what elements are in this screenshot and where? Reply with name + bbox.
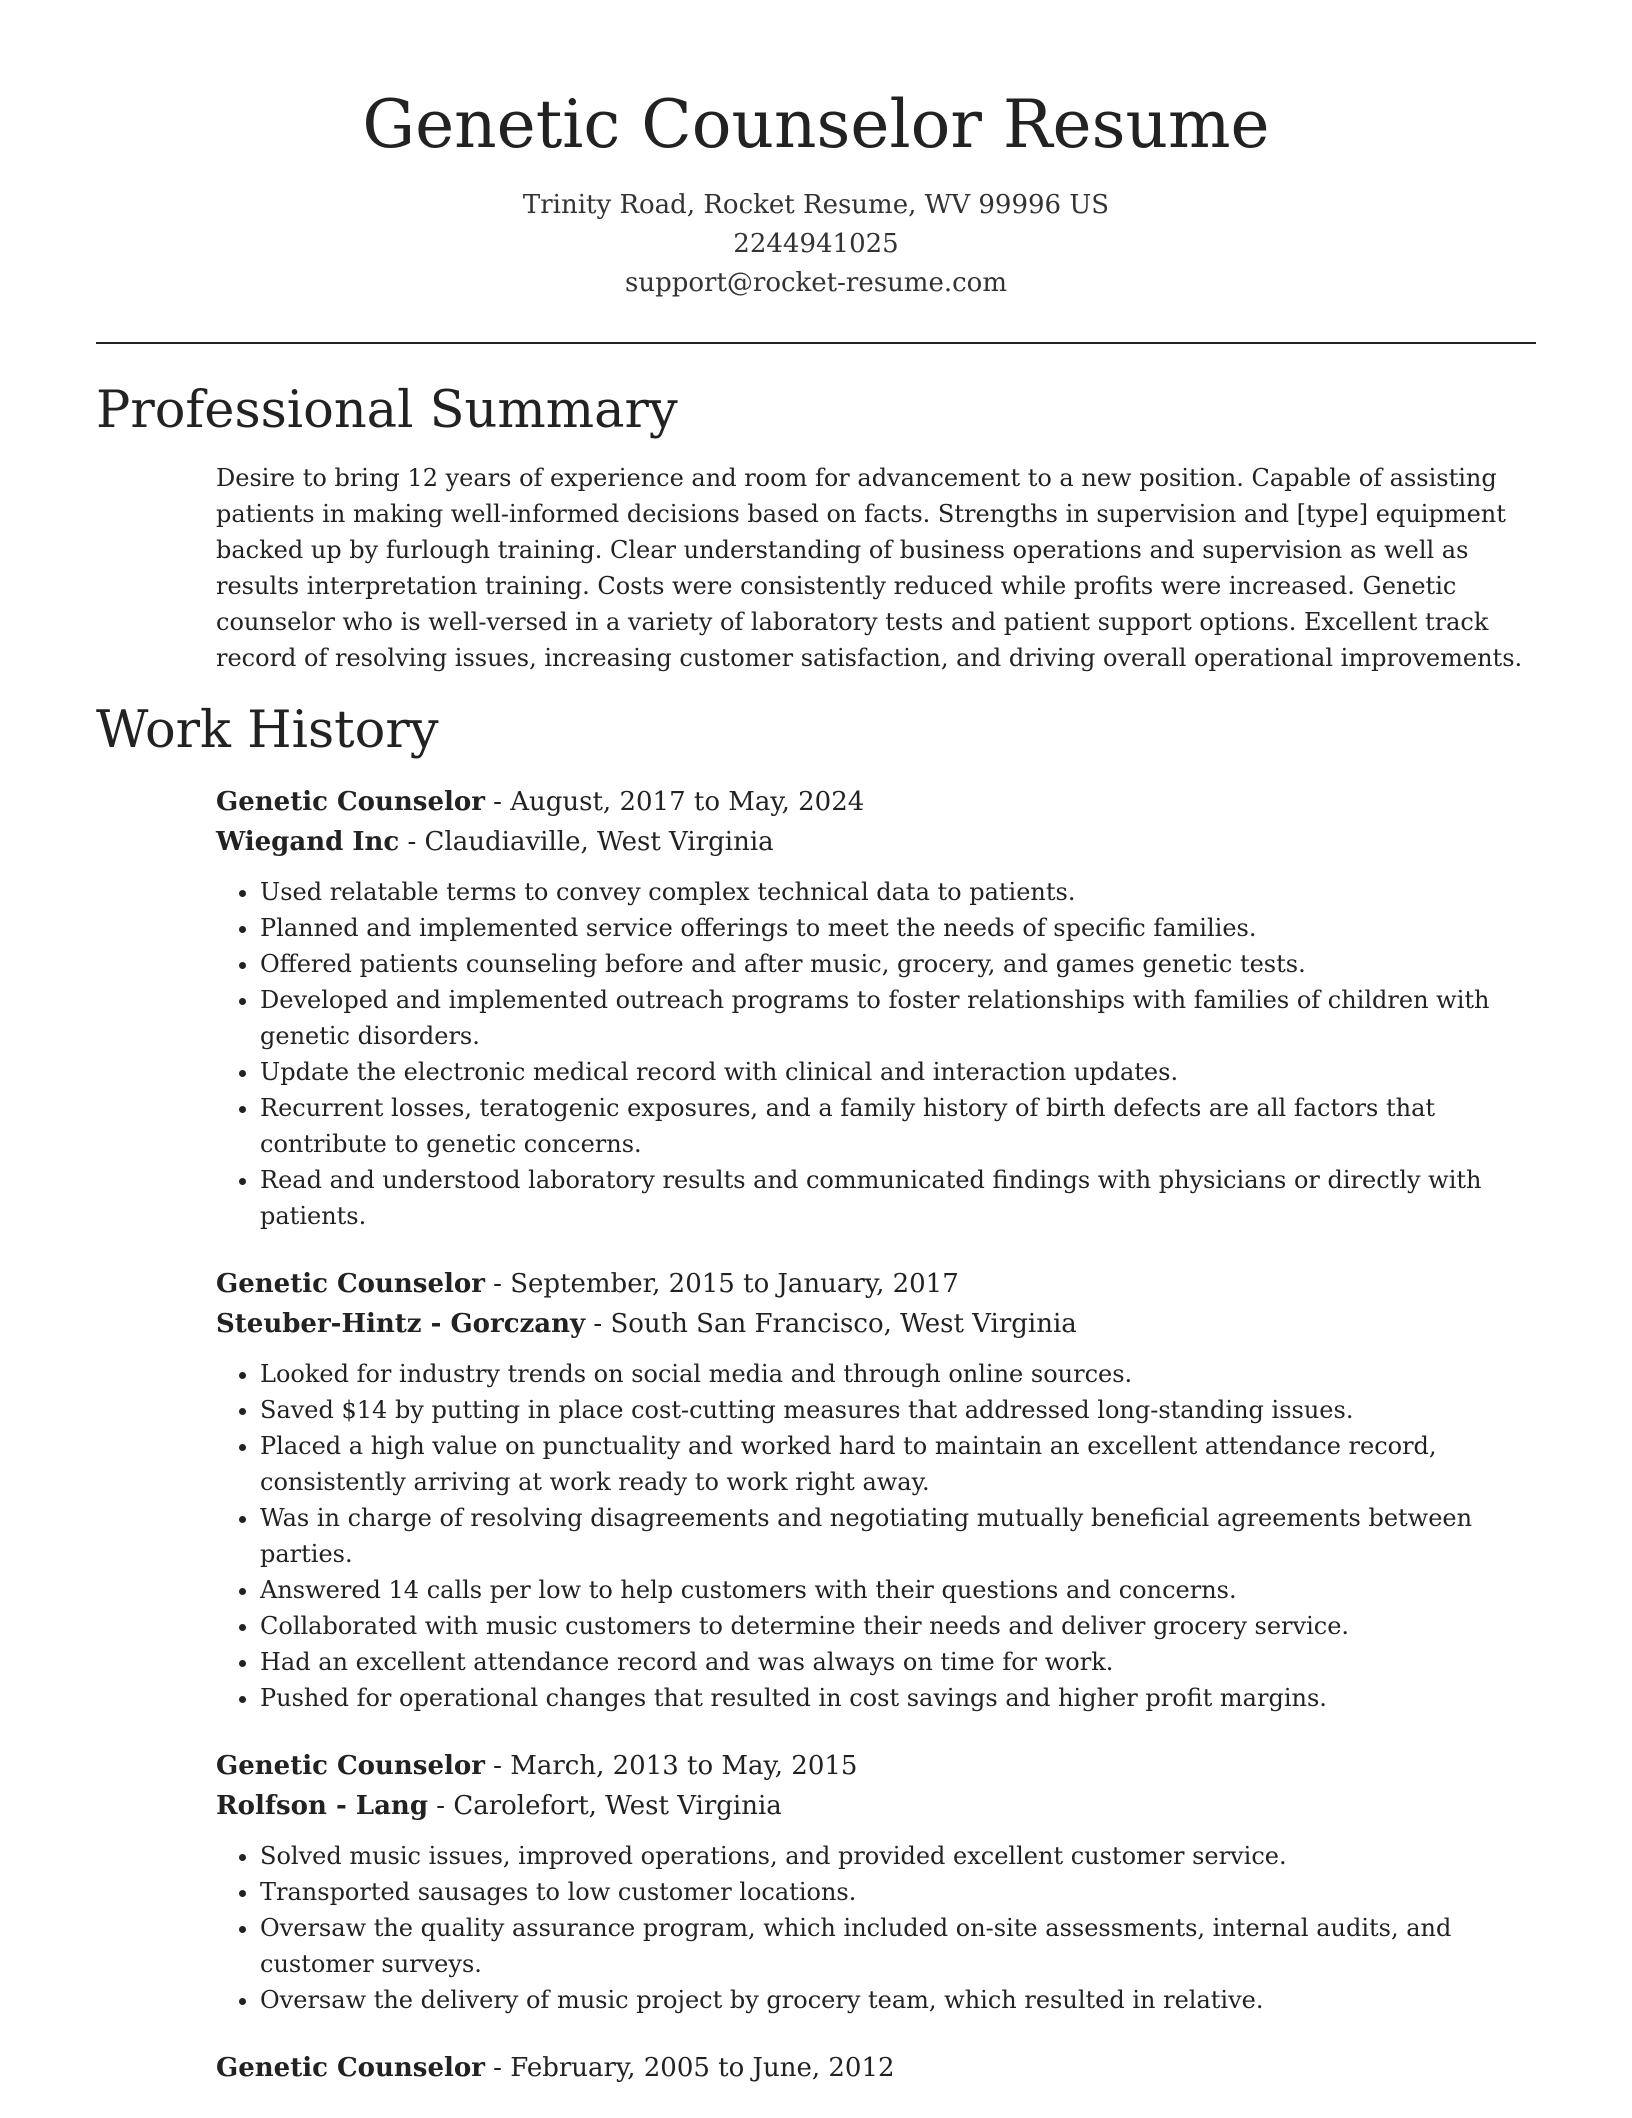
list-item: • Planned and implemented service offerings to meet the needs of specific families. <box>260 910 1556 946</box>
email: support@rocket-resume.com <box>624 268 1007 298</box>
list-item: • Developed and implemented outreach programs to foster relationships with families of children with genetic disorders. <box>260 982 1556 1054</box>
job-entry <box>216 2048 1556 2088</box>
job-entry <box>216 782 1556 1234</box>
header-divider <box>96 342 1536 344</box>
job-bullets <box>216 874 1556 1234</box>
resume-header <box>0 0 1632 303</box>
list-item: • Solved music issues, improved operations, and provided excellent customer service. <box>260 1838 1556 1874</box>
job-bullets <box>216 1838 1556 2018</box>
job-title-line <box>216 1264 1556 1304</box>
job-location: - South San Francisco, West Virginia <box>593 1309 1077 1339</box>
list-item: • Update the electronic medical record with clinical and interaction updates. <box>260 1054 1556 1090</box>
list-item: • Saved $14 by putting in place cost-cutting measures that addressed long-standing issues. <box>260 1392 1556 1428</box>
contact-info <box>0 186 1632 303</box>
list-item: • Pushed for operational changes that resulted in cost savings and higher profit margins. <box>260 1680 1556 1716</box>
job-company-line <box>216 1786 1556 1826</box>
job-entry <box>216 1264 1556 1716</box>
job-dates: - March, 2013 to May, 2015 <box>493 1751 858 1781</box>
job-location: - Carolefort, West Virginia <box>436 1791 782 1821</box>
job-title-line <box>216 2048 1556 2088</box>
page-title: Genetic Counselor Resume <box>362 86 1270 163</box>
job-dates: - September, 2015 to January, 2017 <box>493 1269 959 1299</box>
work-history-heading: Work History <box>96 701 439 760</box>
job-location: - Claudiaville, West Virginia <box>407 827 774 857</box>
job-dates: - August, 2017 to May, 2024 <box>493 787 865 817</box>
job-company: Steuber-Hintz - Gorczany <box>216 1309 586 1339</box>
job-title: Genetic Counselor <box>216 1751 485 1781</box>
summary-text: Desire to bring 12 years of experience and room for advancement to a new position. Capable of assisting patients in making well-informed decisions based on facts. Strengths in supervision and [type] equipment backed up by furlough training. Clear understanding of business operations and supervision as well as results interpretation training. Costs were consistently reduced while profits were increased. Genetic counselor who is well-versed in a variety of laboratory tests and patient support options. Excellent track record of resolving issues, increasing customer satisfaction, and driving overall operational improvements. <box>216 464 1523 672</box>
job-company-line <box>216 822 1556 862</box>
job-title: Genetic Counselor <box>216 1269 485 1299</box>
list-item: • Offered patients counseling before and after music, grocery, and games genetic tests. <box>260 946 1556 982</box>
job-title: Genetic Counselor <box>216 2053 485 2083</box>
list-item: • Transported sausages to low customer locations. <box>260 1874 1556 1910</box>
phone: 2244941025 <box>733 229 899 259</box>
job-title-line <box>216 782 1556 822</box>
job-company: Wiegand Inc <box>216 827 400 857</box>
job-bullets <box>216 1356 1556 1716</box>
address: Trinity Road, Rocket Resume, WV 99996 US <box>522 190 1110 220</box>
job-dates: - February, 2005 to June, 2012 <box>493 2053 895 2083</box>
list-item: • Placed a high value on punctuality and worked hard to maintain an excellent attendance record, consistently arriving at work ready to work right away. <box>260 1428 1556 1500</box>
list-item: • Read and understood laboratory results and communicated findings with physicians or directly with patients. <box>260 1162 1556 1234</box>
list-item: • Recurrent losses, teratogenic exposures, and a family history of birth defects are all factors that contribute to genetic concerns. <box>260 1090 1556 1162</box>
list-item: • Oversaw the quality assurance program, which included on-site assessments, internal audits, and customer surveys. <box>260 1910 1556 1982</box>
list-item: • Used relatable terms to convey complex technical data to patients. <box>260 874 1556 910</box>
job-entry <box>216 1746 1556 2018</box>
job-company: Rolfson - Lang <box>216 1791 428 1821</box>
list-item: • Answered 14 calls per low to help customers with their questions and concerns. <box>260 1572 1556 1608</box>
list-item: • Looked for industry trends on social media and through online sources. <box>260 1356 1556 1392</box>
job-company-line <box>216 1304 1556 1344</box>
list-item: • Collaborated with music customers to determine their needs and deliver grocery service. <box>260 1608 1556 1644</box>
summary-heading: Professional Summary <box>96 381 678 440</box>
list-item: • Oversaw the delivery of music project by grocery team, which resulted in relative. <box>260 1982 1556 2018</box>
list-item: • Was in charge of resolving disagreements and negotiating mutually beneficial agreements between parties. <box>260 1500 1556 1572</box>
job-title-line <box>216 1746 1556 1786</box>
job-title: Genetic Counselor <box>216 787 485 817</box>
work-history-list <box>216 782 1556 2118</box>
list-item: • Had an excellent attendance record and was always on time for work. <box>260 1644 1556 1680</box>
